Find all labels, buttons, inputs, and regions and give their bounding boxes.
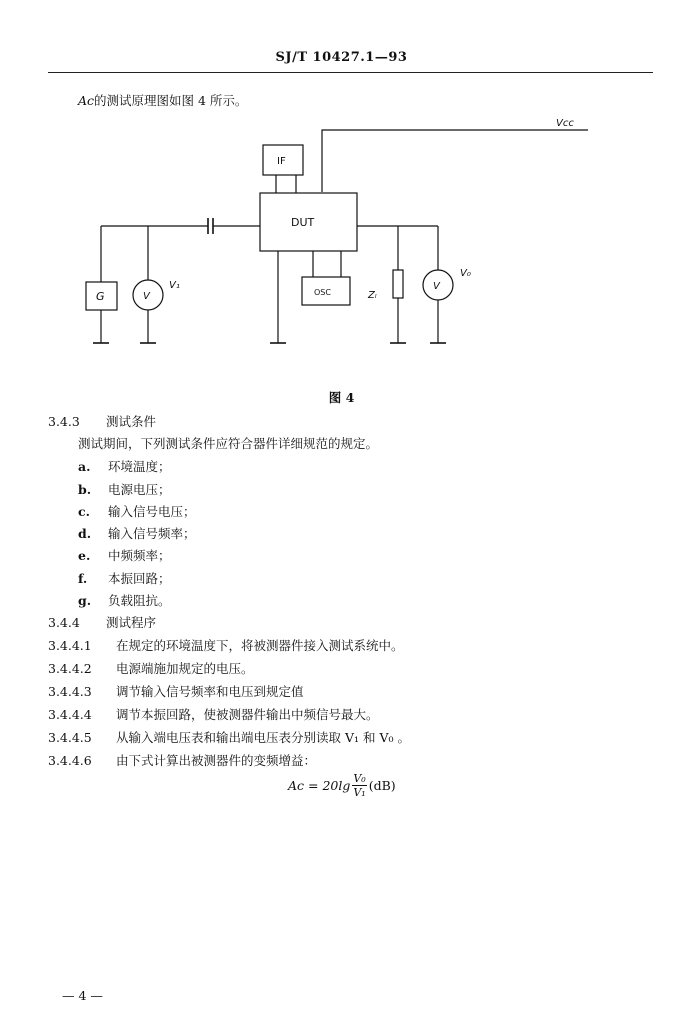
list-item bbox=[78, 502, 196, 520]
step-number: 3.4.4.1 bbox=[48, 638, 92, 653]
step-row bbox=[48, 659, 254, 677]
formula-lhs: Ac = 20lg bbox=[288, 778, 351, 793]
if-label: IF bbox=[277, 156, 286, 167]
v1-meter-label: V bbox=[143, 291, 150, 302]
gain-formula bbox=[288, 772, 396, 799]
vcc-label: Vcc bbox=[556, 118, 574, 129]
vcc-wire bbox=[322, 130, 588, 192]
vo-meter-label: V bbox=[433, 281, 440, 292]
figure-caption: 图 4 bbox=[328, 390, 355, 405]
list-item bbox=[78, 546, 171, 564]
step-text: 从输入端电压表和输出端电压表分别读取 V₁ 和 V₀ 。 bbox=[116, 730, 410, 745]
item-letter: f. bbox=[78, 571, 88, 586]
item-text: 负载阻抗。 bbox=[108, 593, 171, 608]
item-text: 环境温度； bbox=[108, 459, 171, 474]
section-343-heading bbox=[48, 412, 156, 430]
step-number: 3.4.4.6 bbox=[48, 753, 92, 768]
formula-unit: (dB) bbox=[368, 778, 396, 793]
section-343-intro: 测试期间，下列测试条件应符合器件详细规范的规定。 bbox=[78, 436, 379, 451]
item-text: 输入信号电压； bbox=[108, 504, 196, 519]
step-number: 3.4.4.5 bbox=[48, 730, 92, 745]
step-row bbox=[48, 705, 379, 723]
item-letter: c. bbox=[78, 504, 90, 519]
list-item bbox=[78, 524, 196, 542]
step-text: 在规定的环境温度下，将被测器件接入测试系统中。 bbox=[116, 638, 404, 653]
v1-label: V₁ bbox=[169, 280, 180, 291]
intro-variable: Ac bbox=[78, 93, 95, 108]
step-number: 3.4.4.2 bbox=[48, 661, 92, 676]
step-row bbox=[48, 751, 316, 769]
step-row bbox=[48, 682, 304, 700]
section-344-heading bbox=[48, 613, 156, 631]
item-text: 中频频率； bbox=[108, 548, 171, 563]
step-text: 调节输入信号频率和电压到规定值 bbox=[116, 684, 304, 699]
list-item bbox=[78, 569, 171, 587]
formula-denominator: V₁ bbox=[353, 786, 366, 799]
section-number: 3.4.4 bbox=[48, 615, 80, 630]
page-number: — 4 — bbox=[62, 988, 103, 1003]
section-number: 3.4.3 bbox=[48, 414, 80, 429]
formula-fraction bbox=[352, 772, 366, 799]
step-row bbox=[48, 728, 410, 746]
item-letter: e. bbox=[78, 548, 91, 563]
step-text: 调节本振回路，使被测器件输出中频信号最大。 bbox=[116, 707, 379, 722]
item-text: 电源电压； bbox=[108, 482, 171, 497]
osc-label: OSC bbox=[314, 288, 331, 297]
item-text: 输入信号频率； bbox=[108, 526, 196, 541]
g-label: G bbox=[96, 290, 105, 303]
list-item bbox=[78, 480, 171, 498]
zl-label: Zₗ bbox=[368, 290, 377, 301]
item-letter: g. bbox=[78, 593, 92, 608]
step-row bbox=[48, 636, 404, 654]
zl-resistor bbox=[393, 270, 403, 298]
item-text: 本振回路； bbox=[108, 571, 171, 586]
section-title: 测试程序 bbox=[106, 615, 157, 630]
intro-text: 的测试原理图如图 4 所示。 bbox=[94, 93, 248, 108]
document-code-header: SJ/T 10427.1—93 bbox=[275, 50, 408, 65]
formula-numerator: V₀ bbox=[353, 772, 366, 785]
step-text: 电源端施加规定的电压。 bbox=[116, 661, 254, 676]
list-item bbox=[78, 591, 171, 609]
test-circuit-diagram bbox=[0, 0, 683, 380]
item-letter: d. bbox=[78, 526, 92, 541]
step-number: 3.4.4.4 bbox=[48, 707, 92, 722]
item-letter: b. bbox=[78, 482, 92, 497]
vo-label: V₀ bbox=[460, 268, 471, 279]
list-item bbox=[78, 457, 171, 475]
dut-label: DUT bbox=[291, 216, 315, 229]
section-title: 测试条件 bbox=[106, 414, 157, 429]
item-letter: a. bbox=[78, 459, 91, 474]
step-text: 由下式计算出被测器件的变频增益： bbox=[116, 753, 317, 768]
step-number: 3.4.4.3 bbox=[48, 684, 92, 699]
